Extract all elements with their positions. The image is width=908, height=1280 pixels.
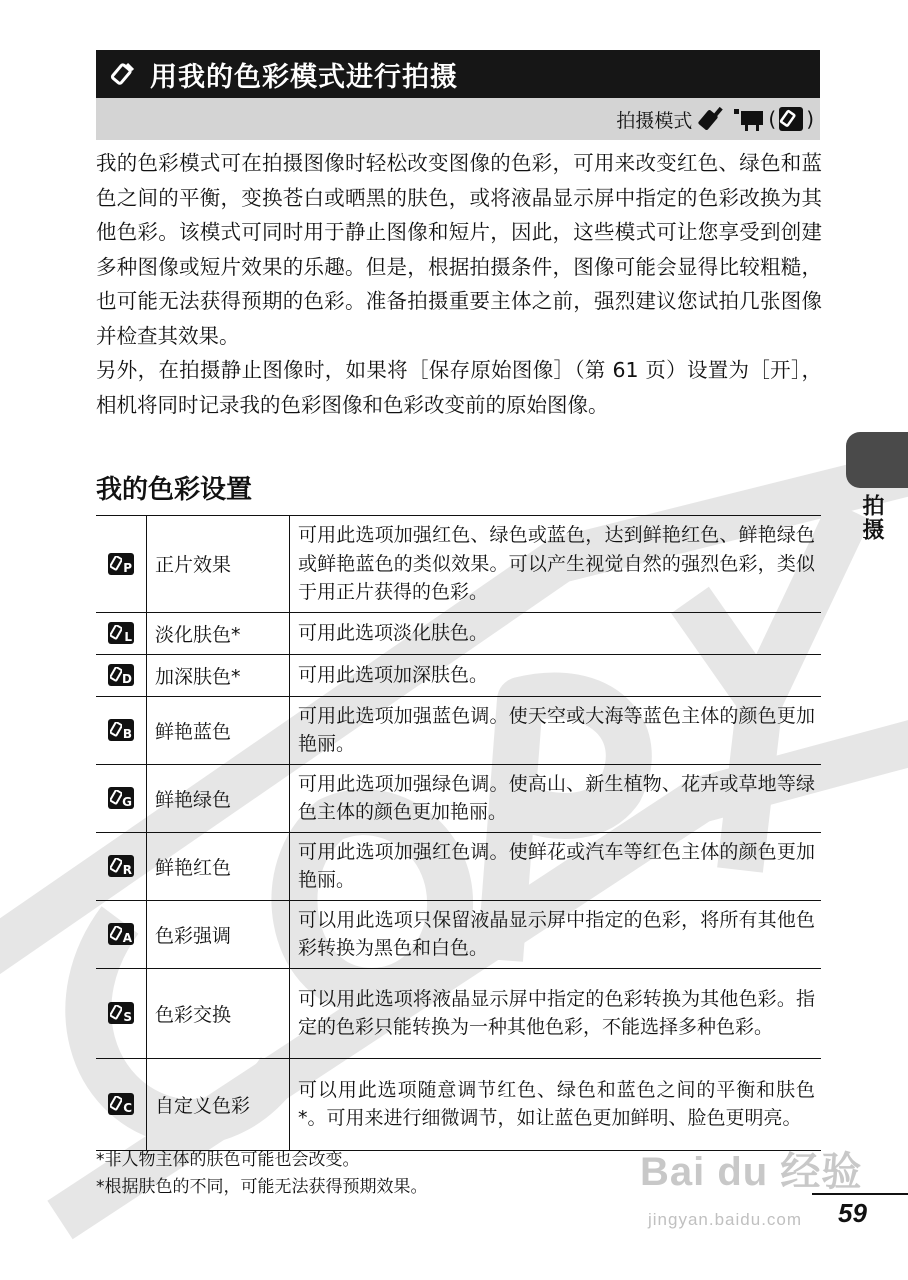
footnotes <box>96 1147 428 1201</box>
page-title-bar <box>96 50 820 98</box>
section-title: 我的色彩设置 <box>96 475 253 505</box>
settings-icon-letter: A <box>122 931 132 946</box>
settings-row <box>96 832 821 900</box>
settings-icon-letter: C <box>123 1101 132 1116</box>
footnote-2: *根据肤色的不同，可能无法获得预期效果。 <box>96 1177 428 1197</box>
intro-paragraph-2: 另外，在拍摄静止图像时，如果将［保存原始图像］（第 61 页）设置为［开］，相机将同时记录我的色彩图像和色彩改变前的原始图像。 <box>96 358 822 417</box>
settings-icon-letter: B <box>122 727 132 742</box>
movie-mode-icon <box>732 105 766 133</box>
intro-paragraph-1: 我的色彩模式可在拍摄图像时轻松改变图像的色彩，可用来改变红色、绿色和蓝色之间的平衡，变换苍白或晒黑的肤色，或将液晶显示屏中指定的色彩改换为其他色彩。该模式可同时用于静止图像和短片，因此，这些模式可让您享受到创建多种图像或短片效果的乐趣。但是，根据拍摄条件，图像可能会显得比较粗糙，也可能无法获得预期的色彩。准备拍摄重要主体之前，强烈建议您试拍几张图像并检查其效果。 <box>96 151 822 348</box>
settings-description: 可用此选项加强绿色调。使高山、新生植物、花卉或草地等绿色主体的颜色更加艳丽。 <box>290 764 822 832</box>
chapter-tab <box>846 432 908 488</box>
settings-name: 正片效果 <box>147 516 290 613</box>
baidu-jingyan-url: jingyan.baidu.com <box>648 1210 803 1229</box>
my-colors-vivid-red-icon <box>108 855 134 877</box>
settings-name: 色彩强调 <box>147 900 290 968</box>
settings-icon-cell <box>96 832 147 900</box>
settings-description: 可用此选项淡化肤色。 <box>290 612 822 654</box>
my-colors-color-swap-icon <box>108 1002 134 1024</box>
my-colors-lighter-skin-icon <box>108 622 134 644</box>
intro-text <box>96 146 822 422</box>
settings-icon-letter: S <box>123 1010 132 1025</box>
baidu-jingyan-logo: Bai du 经验 <box>640 1150 863 1194</box>
settings-description: 可用此选项加强红色、绿色或蓝色，达到鲜艳红色、鲜艳绿色或鲜艳蓝色的类似效果。可以产生视觉自然的强烈色彩，类似于用正片获得的色彩。 <box>290 516 822 613</box>
my-colors-positive-film-icon <box>108 553 134 575</box>
my-colors-icon <box>110 59 140 89</box>
settings-icon-cell <box>96 654 147 696</box>
settings-description: 可用此选项加强蓝色调。使天空或大海等蓝色主体的颜色更加艳丽。 <box>290 696 822 764</box>
settings-icon-cell <box>96 968 147 1058</box>
chapter-tab-label: 拍摄 <box>859 494 884 542</box>
settings-row <box>96 612 821 654</box>
settings-row <box>96 654 821 696</box>
settings-icon-letter: D <box>122 672 132 687</box>
my-colors-custom-color-icon <box>108 1093 134 1115</box>
page-number: 59 <box>838 1198 867 1228</box>
settings-row <box>96 516 821 613</box>
my-colors-color-accent-icon <box>108 923 134 945</box>
shooting-mode-bar <box>96 98 820 140</box>
settings-icon-cell <box>96 764 147 832</box>
paren-close: ) <box>806 107 814 131</box>
my-colors-vivid-blue-icon <box>108 719 134 741</box>
paren-open: ( <box>768 107 777 131</box>
my-colors-darker-skin-icon <box>108 664 134 686</box>
settings-name: 淡化肤色* <box>147 612 290 654</box>
settings-icon-letter: L <box>124 630 132 645</box>
shooting-mode-label: 拍摄模式 <box>616 109 693 132</box>
settings-icon-letter: R <box>122 863 132 878</box>
settings-row <box>96 764 821 832</box>
settings-row <box>96 968 821 1058</box>
settings-icon-cell <box>96 900 147 968</box>
settings-name: 加深肤色* <box>147 654 290 696</box>
my-colors-vivid-green-icon <box>108 787 134 809</box>
settings-row <box>96 696 821 764</box>
settings-row <box>96 900 821 968</box>
settings-description: 可用此选项加深肤色。 <box>290 654 822 696</box>
page-title: 用我的色彩模式进行拍摄 <box>150 61 458 93</box>
settings-name: 自定义色彩 <box>147 1058 290 1150</box>
footnote-1: *非人物主体的肤色可能也会改变。 <box>96 1150 360 1170</box>
settings-name: 色彩交换 <box>147 968 290 1058</box>
settings-icon-letter: P <box>123 561 132 575</box>
settings-icon-cell <box>96 696 147 764</box>
settings-icon-cell <box>96 612 147 654</box>
settings-name: 鲜艳红色 <box>147 832 290 900</box>
my-colors-boxed-icon <box>778 106 804 132</box>
settings-description: 可以用此选项只保留液晶显示屏中指定的色彩，将所有其他色彩转换为黑色和白色。 <box>290 900 822 968</box>
settings-description: 可以用此选项将液晶显示屏中指定的色彩转换为其他色彩。指定的色彩只能转换为一种其他色彩，不能选择多种色彩。 <box>290 968 822 1058</box>
settings-description: 可用此选项加强红色调。使鲜花或汽车等红色主体的颜色更加艳丽。 <box>290 832 822 900</box>
settings-icon-cell <box>96 1058 147 1150</box>
settings-icon-letter: G <box>122 795 132 810</box>
settings-row <box>96 1058 821 1150</box>
my-colors-settings-table <box>96 515 821 1151</box>
settings-icon-cell <box>96 516 147 613</box>
settings-description: 可以用此选项随意调节红色、绿色和蓝色之间的平衡和肤色 *。可用来进行细微调节，如让蓝色更加鲜明、脸色更明亮。 <box>290 1058 822 1150</box>
settings-name: 鲜艳蓝色 <box>147 696 290 764</box>
settings-name: 鲜艳绿色 <box>147 764 290 832</box>
my-colors-mode-icon <box>698 105 728 133</box>
